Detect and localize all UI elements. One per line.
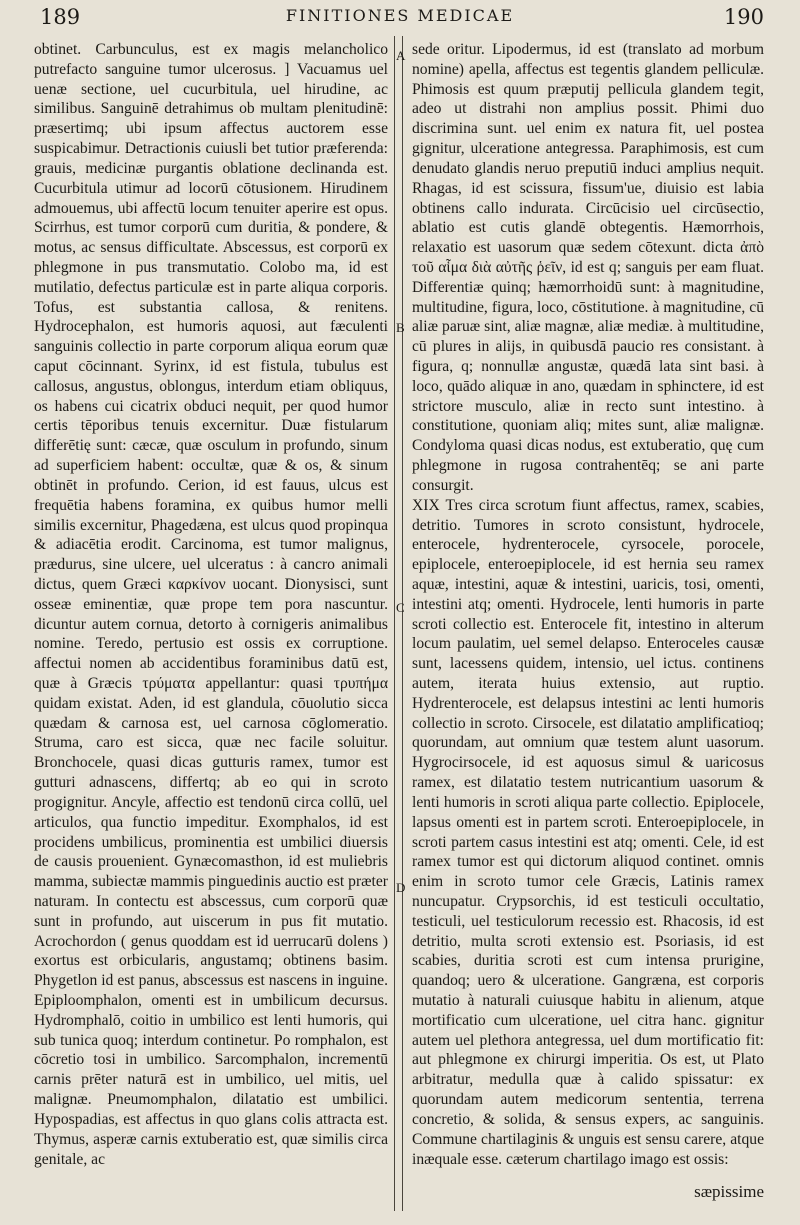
margin-letter-b: B [396, 320, 405, 335]
column-rule-right [402, 36, 403, 1211]
page-number-right: 190 [723, 5, 764, 29]
column-rule-left [394, 36, 395, 1211]
right-text-column [412, 40, 764, 1169]
page-header [0, 0, 800, 36]
left-column-text: obtinet. Carbunculus, est ex magis melancholico putrefacto sanguine tumor ulcerosus. ] Vacuamus uel uenæ sectione, uel cucurbitula, uel hirudine, ac similibus. Sanguinē detrahimus ob multam plenitudinē: præsertimq; ubi ipsum affectus auctorem esse suspicabimur. Detractionis cuiusli bet tutior præferenda: grauis, medicinæ purgantis oblatione declinanda est. Cucurbitula utimur ad locorū cōtusionem. Hirudinem admouemus, ubi affectū locum tenuiter aperire est opus. Scirrhus, est tumor corporū cum duritia, & pondere, & motus, ac sensus difficultate. Abscessus, est corporū ex phlegmone in pus transmutatio. Colobo ma, id est mutilatio, defectus particulæ est in parte aliqua corporis. Tofus, est substantia callosa, & renitens. Hydrocephalon, est humoris aquosi, aut fæculenti sanguinis collectio in parte corporum aliqua eorum quæ caput cōcinnant. Syrinx, id est fistula, tubulus est callosus, angustus, oblongus, interdum etiam obliquus, os habens cui cicatrix obduci nequit, per quod humor certis tēporibus tenuis excernitur. Duæ fistularum differētię sunt: cæcæ, quæ osculum in profundo, sinum ad superficiem habent: occultæ, quæ & os, & sinum obtinēt in profundo. Cerion, id est fauus, ulcus est frequētia habens foramina, ex quibus humor melli similis excernitur, Phagedæna, est ulcus quod propinqua & adiacētia erodit. Carcinoma, est tumor malignus, prædurus, sine ulcere, uel ulceratus : à cancro animali dictus, quem Græci καρκίνον uocant. Dionysisci, sunt osseæ eminentiæ, quæ prope tem pora nascuntur. dicuntur autem cornua, detorto à cornigeris animalibus nomine. Teredo, pertusio est ossis ex corruptione. affectui nomen ab accidentibus foraminibus datū est, quæ à Græcis τρύματα appellantur: quasi τρυπήμα quidam existat. Aden, id est glandula, cōuolutio sicca quædam & carnosa est, uel carnosa cōglomeratio. Struma, caro est sicca, quæ nec facile soluitur. Bronchocele, quasi dicas gutturis ramex, tumor est gutturi adnascens, differtq; ab eo qui in scroto progignitur. Ancyle, affectio est tendonū circa collū, uel articulos, qua functio impeditur. Exomphalos, id est procidens umbilicus, prominentia est umbilici diuersis de causis prouenient. Gynæcomasthon, id est muliebris mamma, subiectæ mammis pinguedinis auctio est præter naturam. In contectu est abscessus, cum corporū quæ sunt in profundo, aut uiscerum in pus fit mutatio. Acrochordon ( genus quoddam est id uerrucarū dolens ) exortus est orbicularis, angustamq; obtinens basim. Phygetlon id est panus, abscessus est nascens in inguine. Epiploomphalon, omenti est in umbilicum decursus. Hydromphalō, coitio in umbilico est lenti humoris, qui sub tunica quoq; interdum continetur. Po romphalon, est cōcretio tosi in umbilico. Sarcomphalon, incrementū carnis prēter naturā est in umbilico, uel mitis, uel malignæ. Pneumomphalon, dilatatio est umbilici. Hypospadias, est affectus in quo glans colis attracta est. Thymus, asperæ carnis extuberatio est, quæ similis circa genitale, ac [34, 41, 388, 1168]
left-text-column [34, 40, 388, 1169]
margin-letter-a: A [396, 48, 406, 63]
margin-letter-c: C [396, 600, 405, 615]
page-number-left: 189 [40, 5, 81, 29]
margin-letter-d: D [396, 880, 406, 895]
right-column-paragraph: sede oritur. Lipodermus, id est (translato ad morbum nomine) apella, affectus est tegentis glandem pelliculæ. Phimosis est quum præputij pellicula glandem tegit, adeo ut distrahi non amplius possit. Phimi duo discrimina sunt. uel enim ex natura fit, uel postea gignitur, ulceratione antegressa. Paraphimosis, est cum denudato glandis neruo preputiū induci amplius nequit. Rhagas, id est scissura, fissum'ue, diuisio est labia obtinens callo indurata. Circūcisio uel circūsectio, ablatio est cutis glandē obtegentis. Hæmorrhois, relaxatio est uasorum quæ sedem cōtexunt. dicta ἀπὸ τοῦ αἷμα διὰ αὐτῆς ῥεῖν, id est q; sanguis per eam fluat. Differentiæ quinq; hæmorrhoidū sunt: à magnitudine, multitudine, figura, loco, cōstitutione. à magnitudine, cū aliæ paruæ sint, aliæ magnæ, aliæ mediæ. à multitudine, cū plures in alijs, in quibusdā paucio res consistant. à figura, q; nonnullæ angustæ, quædā lata sint basi. à loco, quādo aliquæ in ano, quædam in sphinctere, id est strictore musculo, aliæ in recto sunt intestino. à constitutione, quoniam aliq; mites sunt, aliæ malignæ. Condyloma quasi dicas nodus, est extuberatio, quę cum phlegmone in rugosa contrahentēq; se ani parte consurgit. [412, 41, 764, 494]
right-column-paragraph: XIX Tres circa scrotum fiunt affectus, ramex, scabies, detritio. Tumores in scroto consistunt, hydrocele, enterocele, hydrenterocele, cyrsocele, porocele, epiplocele, enteroepiplocele, id est hernia seu ramex aquæ, intestini, aquæ & intestini, uaricis, tosi, omenti, intestini atq; omenti. Hydrocele, lenti humoris in parte scroti collectio est. Enterocele fit, intestino in alterum locum paulatim, uel semel delapso. Enteroceles causæ sunt, lacessens quidem, intensio, uel ictus. continens autem, iterata huius extensio, aut ruptio. Hydrenterocele, est delapsus intestini ac lenti humoris collectio in scroto. Cirsocele, est dilatatio amplificatioq; quorundam, aut omnium quæ testem alunt uasorum. Hygrocirsocele, id est aquosus simul & uaricosus ramex, est dilatatio testem nutricantium uasorum & lenti humoris in scroti aliqua parte collectio. Epiplocele, lapsus omenti est in partem scroti. Enteroepiplocele, in scroti partem casus intestini est atq; omenti. Cele, id est ramex tumor est qui dictorum aliquod continet. omnis enim in scroto tumor cele Græcis, Latinis ramex nuncupatur. Crypsorchis, id est testiculi occultatio, testiculi, uel testiculorum recessio est. Rhacosis, id est detritio, multa scroti extensio est. Psoriasis, id est scabies, duritia scroti est cum intensa prurigine, quandoq; uero & ulceratione. Gangræna, est corporis mutatio à naturali cuiusque habitu in alienum, atque mortificatio cum ulceratione, uel citra hanc. gignitur autem uel plethora antegressa, uel dum mortificatio fit: aut phlegmone ex chirurgi imperitia. Os est, ut Plato arbitratur, medulla quæ à calido spissatur: ex quorundam autem medicorum sententia, terrena concretio, & solida, & sensus expers, ac sanguinis. Commune chartilaginis & unguis est sensu carere, atque inæquale esse. cæterum chartilago imago est ossis: [412, 496, 764, 1168]
running-head: FINITIONES MEDICAE [285, 6, 515, 25]
catchword: sæpissime [694, 1182, 764, 1201]
